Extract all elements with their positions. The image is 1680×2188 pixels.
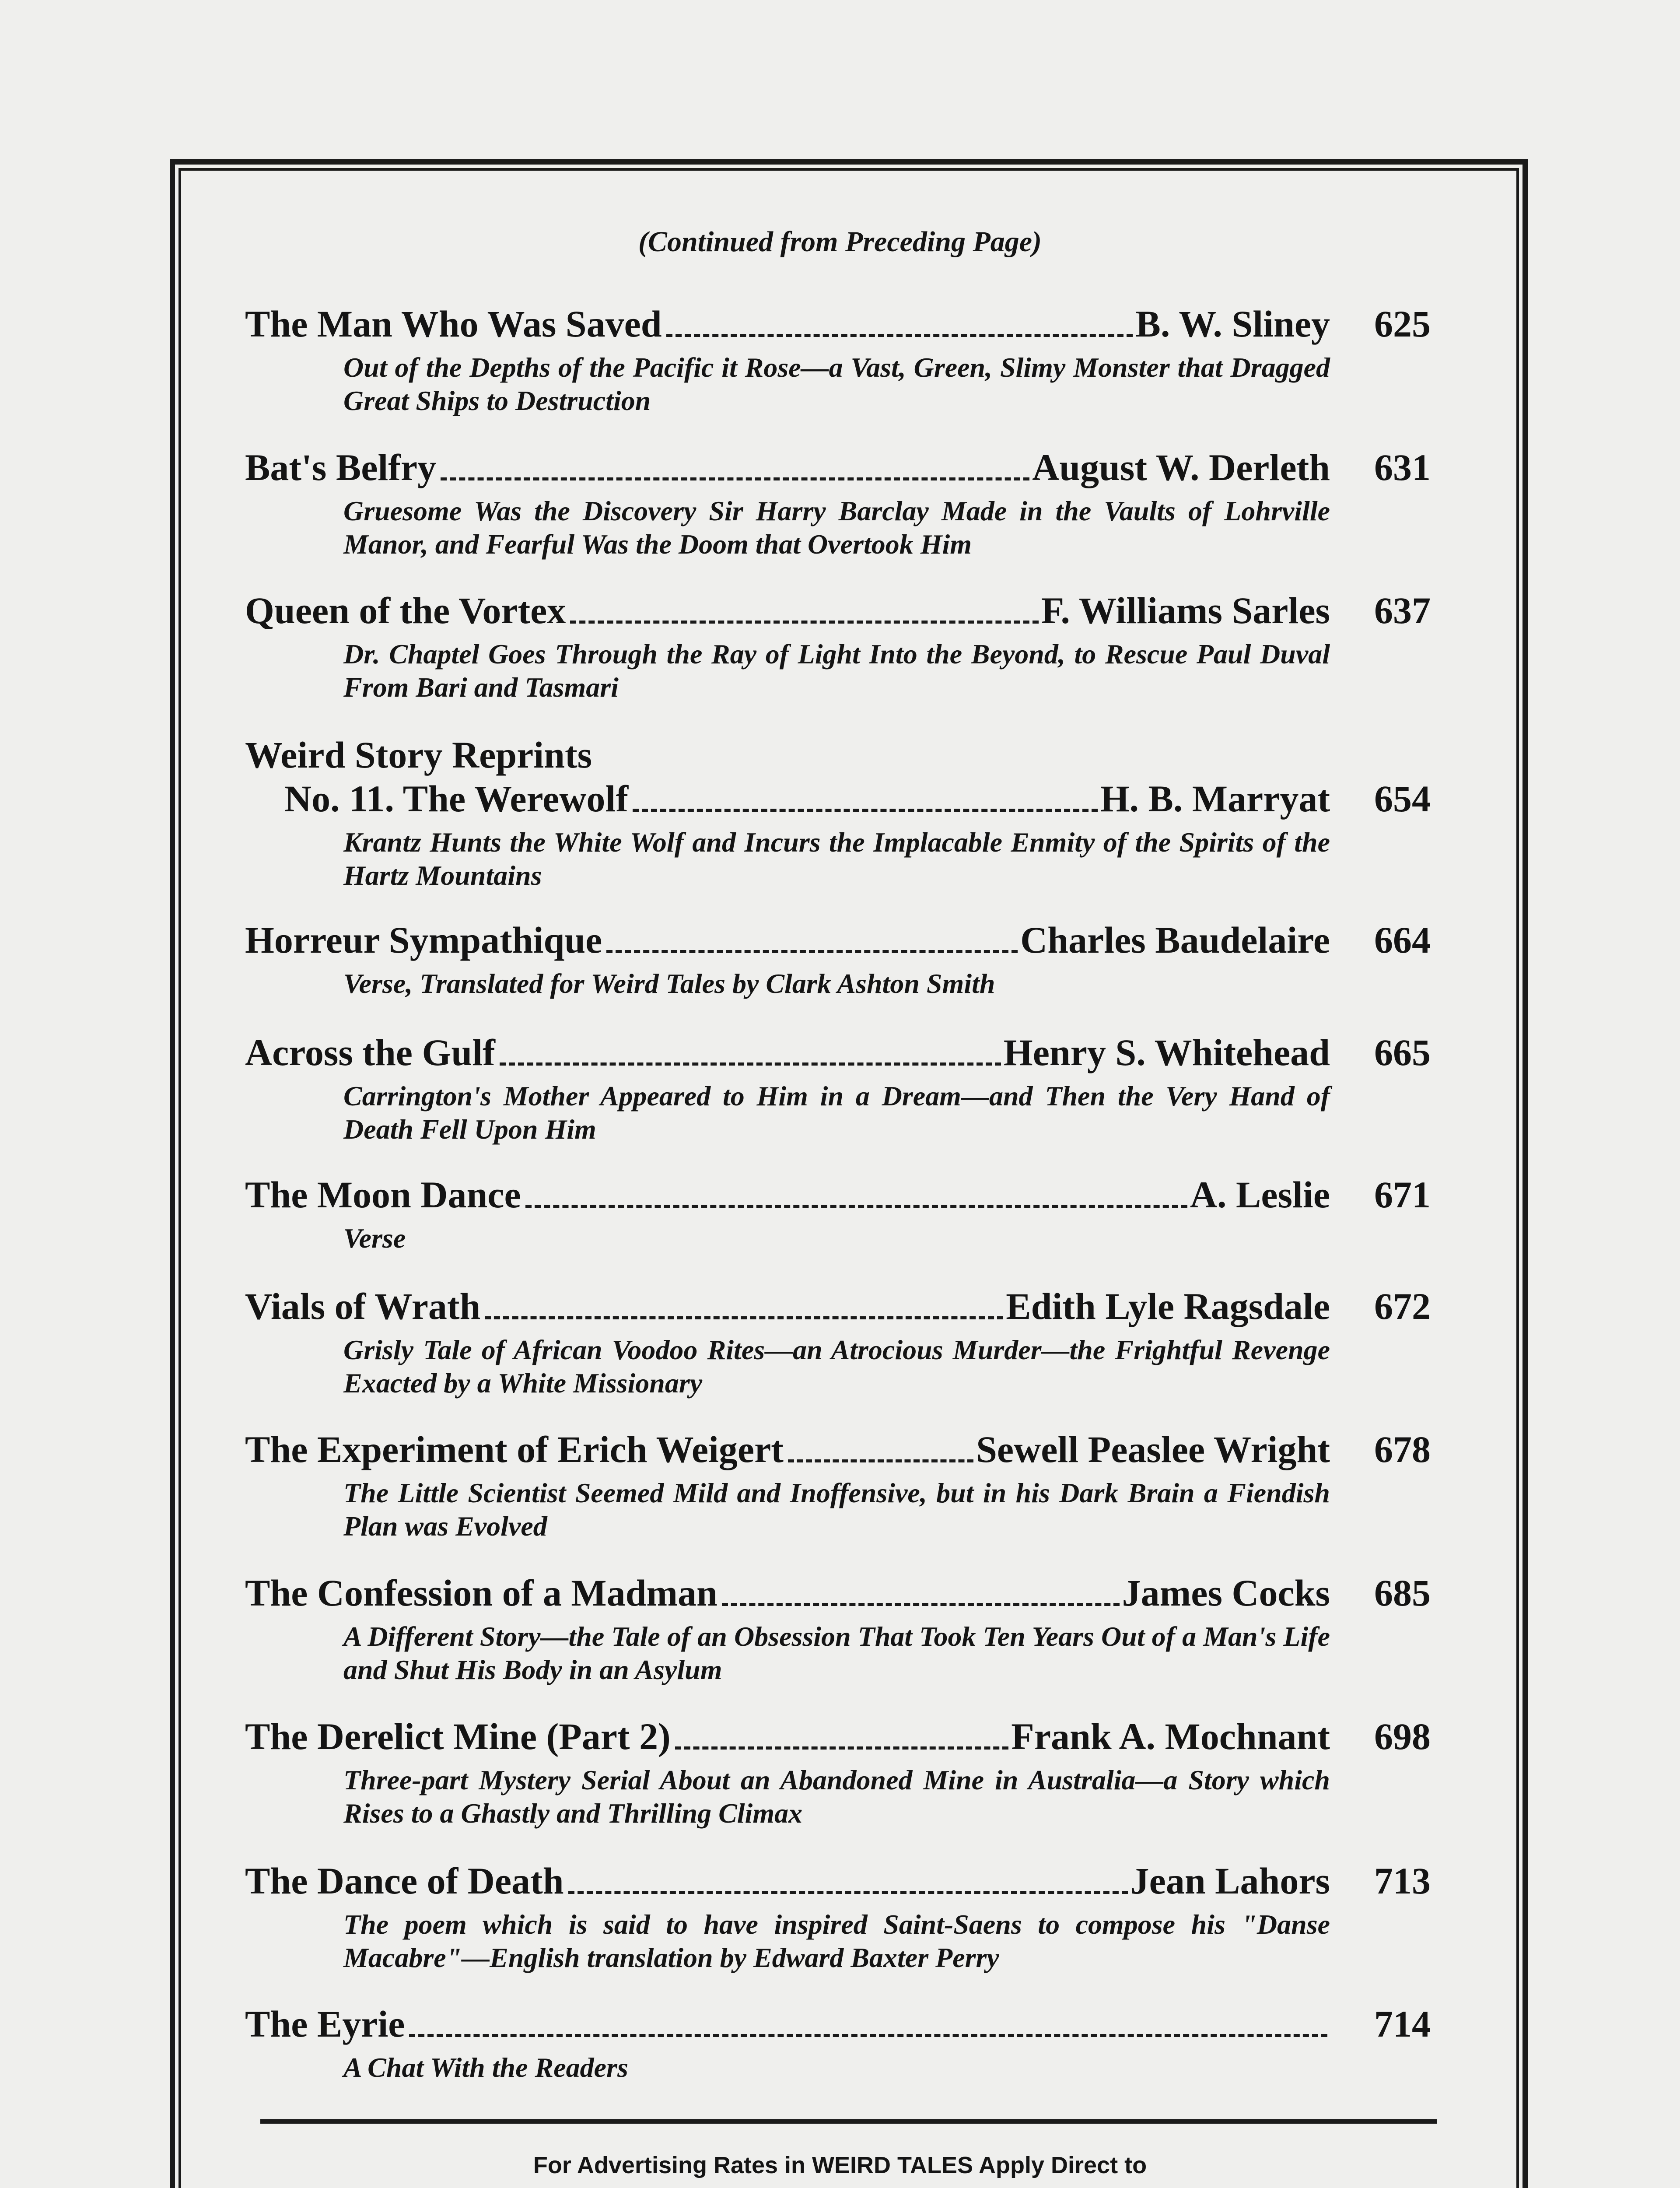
dot-leader bbox=[666, 334, 1133, 337]
entry-description: The Little Scientist Seemed Mild and Inoffensive, but in his Dark Brain a Fiendish Plan was Evolved bbox=[343, 1477, 1330, 1542]
entry-description: Out of the Depths of the Pacific it Rose—a Vast, Green, Slimy Monster that Dragged Great Ships to Destruction bbox=[343, 352, 1330, 416]
entry-author: Sewell Peaslee Wright bbox=[976, 1428, 1330, 1470]
dot-leader bbox=[500, 1062, 1001, 1066]
entry-author: F. Williams Sarles bbox=[1041, 589, 1330, 631]
entry-title: Bat's Belfry bbox=[245, 446, 437, 488]
dot-leader bbox=[606, 950, 1018, 953]
dot-leader bbox=[568, 1891, 1128, 1894]
entry-title: The Experiment of Erich Weigert bbox=[245, 1428, 784, 1470]
series-heading: Weird Story Reprints bbox=[245, 734, 592, 776]
entry-page: 631 bbox=[1374, 446, 1431, 488]
entry-page: 671 bbox=[1374, 1174, 1431, 1216]
dot-leader bbox=[525, 1205, 1187, 1208]
entry-title: The Dance of Death bbox=[245, 1860, 564, 1902]
toc-entry[interactable] bbox=[245, 1427, 1431, 1543]
entry-author: Charles Baudelaire bbox=[1020, 919, 1330, 961]
entry-description: A Different Story—the Tale of an Obsession That Took Ten Years Out of a Man's Life and Shut His Body in an Asylum bbox=[343, 1621, 1330, 1685]
entry-title: The Derelict Mine (Part 2) bbox=[245, 1715, 671, 1757]
entry-description: Carrington's Mother Appeared to Him in a Dream—and Then the Very Hand of Death Fell Upon Him bbox=[343, 1080, 1330, 1145]
toc-entry[interactable] bbox=[245, 1173, 1431, 1255]
toc-entry[interactable] bbox=[245, 1571, 1431, 1687]
entry-author: H. B. Marryat bbox=[1100, 778, 1330, 820]
advertising-line: For Advertising Rates in WEIRD TALES Apply Direct to bbox=[533, 2152, 1147, 2178]
entry-title: No. 11. The Werewolf bbox=[284, 778, 628, 820]
entry-title: The Confession of a Madman bbox=[245, 1572, 718, 1614]
entry-description: Gruesome Was the Discovery Sir Harry Barclay Made in the Vaults of Lohrville Manor, and Fearful Was the Doom that Overtook Him bbox=[343, 495, 1330, 560]
toc-entry[interactable] bbox=[245, 589, 1431, 704]
entry-description: Grisly Tale of African Voodoo Rites—an Atrocious Murder—the Frightful Revenge Exacted by a White Missionary bbox=[343, 1334, 1330, 1399]
toc-entry[interactable] bbox=[245, 918, 1431, 1000]
toc-entry[interactable] bbox=[245, 2002, 1431, 2084]
dot-leader bbox=[441, 477, 1029, 480]
entry-description: The poem which is said to have inspired Saint-Saens to compose his "Danse Macabre"—English translation by Edward Baxter Perry bbox=[343, 1909, 1330, 1973]
entry-page: 637 bbox=[1374, 589, 1431, 631]
footer-divider bbox=[260, 2119, 1437, 2124]
dot-leader bbox=[409, 2034, 1327, 2037]
toc-entry[interactable] bbox=[245, 302, 1431, 417]
entry-page: 713 bbox=[1374, 1860, 1431, 1902]
entry-author: Henry S. Whitehead bbox=[1003, 1031, 1330, 1073]
dot-leader bbox=[788, 1459, 973, 1462]
entry-page: 714 bbox=[1374, 2003, 1431, 2045]
toc-entry[interactable] bbox=[245, 1715, 1431, 1830]
entry-title: The Man Who Was Saved bbox=[245, 303, 662, 345]
toc-entry[interactable] bbox=[245, 1859, 1431, 1974]
entry-title: The Eyrie bbox=[245, 2003, 405, 2045]
entry-description: Krantz Hunts the White Wolf and Incurs the Implacable Enmity of the Spirits of the Hartz Mountains bbox=[343, 827, 1330, 891]
entry-description: Three-part Mystery Serial About an Abandoned Mine in Australia—a Story which Rises to a Ghastly and Thrilling Climax bbox=[343, 1764, 1330, 1829]
entry-title: Vials of Wrath bbox=[245, 1285, 481, 1327]
entry-page: 678 bbox=[1374, 1428, 1431, 1470]
entry-title: Queen of the Vortex bbox=[245, 589, 566, 631]
entry-author: Frank A. Mochnant bbox=[1011, 1715, 1330, 1757]
dot-leader bbox=[633, 809, 1098, 812]
entry-page: 664 bbox=[1374, 919, 1431, 961]
entry-author: Edith Lyle Ragsdale bbox=[1006, 1285, 1330, 1327]
entry-description: Dr. Chaptel Goes Through the Ray of Light Into the Beyond, to Rescue Paul Duval From Bari and Tasmari bbox=[343, 638, 1330, 703]
entry-page: 625 bbox=[1374, 303, 1431, 345]
entry-title: Horreur Sympathique bbox=[245, 919, 602, 961]
entry-page: 698 bbox=[1374, 1715, 1431, 1757]
dot-leader bbox=[570, 621, 1038, 624]
entry-description: A Chat With the Readers bbox=[343, 2052, 628, 2083]
entry-title: Across the Gulf bbox=[245, 1031, 495, 1073]
entry-page: 654 bbox=[1374, 778, 1431, 820]
dot-leader bbox=[675, 1746, 1009, 1750]
entry-page: 685 bbox=[1374, 1572, 1431, 1614]
entry-author: B. W. Sliney bbox=[1135, 303, 1330, 345]
entry-author: A. Leslie bbox=[1190, 1174, 1330, 1216]
entry-title: The Moon Dance bbox=[245, 1174, 521, 1216]
toc-entry[interactable] bbox=[245, 1284, 1431, 1400]
continued-note: (Continued from Preceding Page) bbox=[638, 226, 1042, 258]
dot-leader bbox=[722, 1603, 1120, 1606]
entry-description: Verse, Translated for Weird Tales by Clark Ashton Smith bbox=[343, 968, 995, 999]
entry-page: 672 bbox=[1374, 1285, 1431, 1327]
entry-description: Verse bbox=[343, 1223, 406, 1254]
entry-author: Jean Lahors bbox=[1130, 1860, 1330, 1902]
dot-leader bbox=[485, 1316, 1003, 1319]
entry-page: 665 bbox=[1374, 1031, 1431, 1073]
toc-entry[interactable] bbox=[245, 445, 1431, 561]
toc-entry[interactable] bbox=[245, 1031, 1431, 1146]
entry-author: James Cocks bbox=[1122, 1572, 1330, 1614]
entry-author: August W. Derleth bbox=[1032, 446, 1330, 488]
toc-entry[interactable] bbox=[245, 733, 1431, 892]
